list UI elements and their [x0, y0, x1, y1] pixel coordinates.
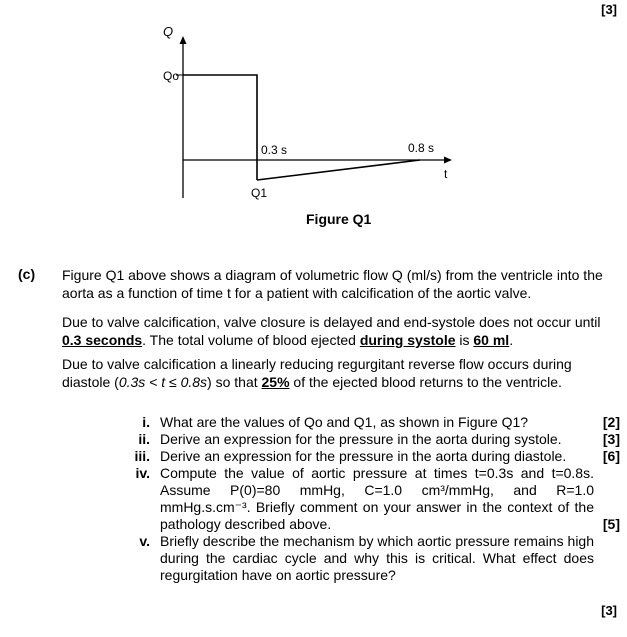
- question-number: i.: [142, 414, 150, 430]
- figure-caption: Figure Q1: [306, 211, 372, 227]
- question-number: iv.: [135, 465, 150, 481]
- question-marks: [5]: [602, 516, 620, 532]
- y-axis-arrow: [180, 36, 187, 44]
- question-number: v.: [139, 533, 150, 549]
- question-number: iii.: [134, 448, 150, 464]
- question-marks: [2]: [602, 414, 620, 430]
- question-item: [110, 533, 620, 584]
- bottom-marks: [3]: [601, 603, 617, 618]
- paragraph-3: Due to valve calcification a linearly reducing regurgitant reverse flow occurs during diastole (0.3s < t ≤ 0.8s) so that 25% of the ejected blood returns to the ventricle.: [62, 356, 572, 390]
- question-text: What are the values of Qo and Q1, as shown in Figure Q1? [2]: [160, 414, 620, 430]
- question-list: [110, 414, 620, 584]
- figure-q1-plot: [0, 0, 627, 240]
- question-item: [110, 414, 620, 431]
- question-item: [110, 431, 620, 448]
- systole-flow-line: [183, 75, 257, 180]
- question-item: [110, 465, 620, 533]
- paragraph-1: Figure Q1 above shows a diagram of volumetric flow Q (ml/s) from the ventricle into the aorta as a function of time t for a patient with calcification of the aortic valve.: [62, 267, 603, 301]
- t-08-label: 0.8 s: [408, 141, 435, 155]
- question-item: [110, 448, 620, 465]
- x-axis-label: t: [444, 167, 448, 181]
- x-axis-arrow: [444, 157, 452, 164]
- diastole-flow-line: [257, 160, 420, 180]
- t-03-label: 0.3 s: [261, 143, 288, 157]
- question-text: Derive an expression for the pressure in the aorta during systole. [3]: [160, 431, 620, 447]
- question-marks: [6]: [602, 448, 620, 464]
- question-number: ii.: [138, 431, 150, 447]
- question-text: Briefly describe the mechanism by which aortic pressure remains high during the cardiac cycle and why this is critical. What effect does regurgitation have on aortic pressure?: [160, 533, 594, 583]
- q0-label: Qo: [163, 69, 180, 83]
- top-marks: [3]: [601, 2, 617, 17]
- q1-label: Q1: [251, 186, 268, 200]
- y-axis-label: Q: [163, 24, 174, 39]
- part-label: (c): [18, 266, 36, 282]
- question-text: Compute the value of aortic pressure at times t=0.3s and t=0.8s. Assume P(0)=80 mmHg, C=1.0 cm³/mmHg, and R=1.0 mmHg.s.cm⁻³. Briefly comment on your answer in the context of the pathology described above. [5]: [160, 465, 620, 532]
- question-marks: [3]: [602, 431, 620, 447]
- question-text: Derive an expression for the pressure in the aorta during diastole. [6]: [160, 448, 620, 464]
- paragraph-2: Due to valve calcification, valve closure is delayed and end-systole does not occur until 0.3 seconds. The total volume of blood ejected during systole is 60 ml.: [62, 314, 601, 348]
